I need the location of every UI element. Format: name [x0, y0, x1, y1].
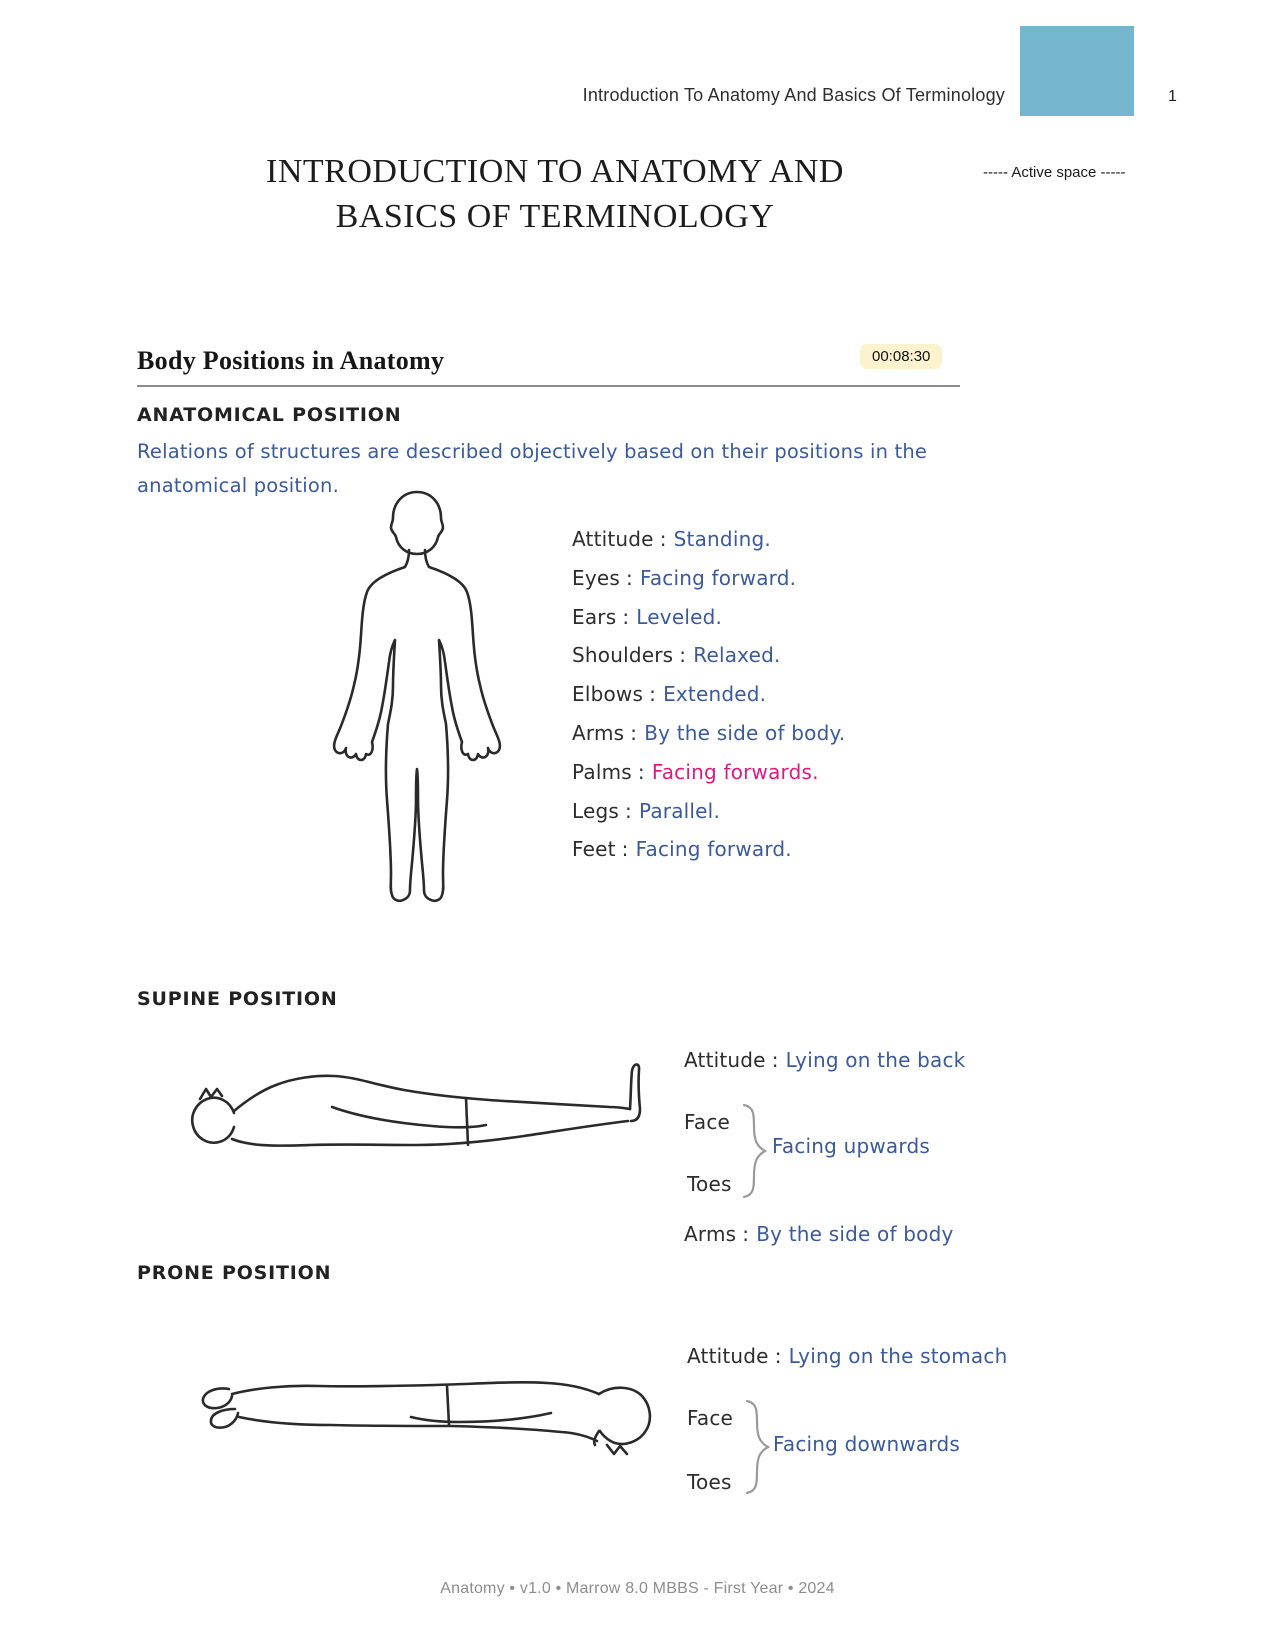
attitude-value: Lying on the back	[785, 1048, 966, 1072]
chapter-title	[140, 150, 970, 240]
supine-arms-row	[684, 1222, 954, 1246]
colon-separator: :	[649, 682, 657, 707]
attribute-value: Facing forward.	[639, 565, 797, 590]
supine-body-illustration	[180, 1048, 660, 1175]
standing-body-illustration	[328, 487, 506, 909]
attribute-label: Ears	[572, 604, 617, 629]
colon-separator: :	[771, 1048, 779, 1072]
chapter-title-line2: BASICS OF TERMINOLOGY	[335, 197, 775, 235]
attribute-label: Feet	[572, 837, 616, 862]
supine-brace-value: Facing upwards	[772, 1134, 930, 1158]
attitude-value: Lying on the stomach	[788, 1344, 1008, 1368]
attribute-value: Leveled.	[636, 604, 723, 629]
page-footer: Anatomy • v1.0 • Marrow 8.0 MBBS - First Year • 2024	[440, 1580, 835, 1597]
colon-separator: :	[679, 643, 687, 668]
anatomical-intro	[137, 435, 947, 503]
supine-toes-label: Toes	[687, 1172, 732, 1196]
attribute-label: Shoulders	[572, 643, 674, 668]
prone-attitude-row	[687, 1344, 1007, 1368]
header-accent-box	[1020, 26, 1134, 116]
attribute-value: Facing forwards.	[651, 759, 819, 784]
attribute-label: Elbows	[572, 682, 644, 707]
running-header-title: Introduction To Anatomy And Basics Of Terminology	[582, 85, 1005, 105]
chapter-title-line1: INTRODUCTION TO ANATOMY AND	[266, 153, 844, 190]
colon-separator: :	[637, 759, 645, 784]
colon-separator: :	[625, 798, 632, 823]
video-timestamp-chip[interactable]: 00:08:30	[860, 344, 942, 369]
arms-label: Arms	[684, 1222, 737, 1246]
colon-separator: :	[774, 1344, 782, 1368]
anatomical-attribute-list	[572, 528, 845, 877]
attribute-label: Arms	[572, 720, 625, 745]
prone-body-illustration	[195, 1358, 680, 1478]
attribute-label: Eyes	[572, 565, 620, 590]
anatomical-intro-line1: Relations of structures are described objectively based on their positions in the	[137, 440, 928, 463]
anatomical-position-heading: ANATOMICAL POSITION	[137, 404, 402, 426]
attribute-row	[572, 606, 845, 628]
attribute-label: Palms	[572, 759, 632, 784]
supine-brace	[737, 1102, 767, 1200]
prone-face-label: Face	[687, 1406, 734, 1430]
colon-separator: :	[621, 837, 629, 862]
section-heading: Body Positions in Anatomy	[137, 346, 445, 375]
attribute-row	[572, 838, 845, 860]
attribute-row	[572, 644, 845, 666]
attribute-value: Standing.	[673, 527, 771, 551]
attribute-label: Legs	[572, 798, 620, 823]
active-space-note: ----- Active space -----	[983, 164, 1126, 181]
attribute-row	[572, 528, 845, 550]
attribute-value: Parallel.	[638, 798, 720, 823]
prone-position-heading: PRONE POSITION	[137, 1262, 332, 1284]
attribute-row	[572, 567, 845, 589]
attribute-row	[572, 761, 845, 783]
colon-separator: :	[659, 527, 667, 551]
attribute-row	[572, 722, 845, 744]
supine-attitude-row	[684, 1048, 965, 1072]
attribute-value: Extended.	[663, 682, 767, 707]
prone-brace-value: Facing downwards	[773, 1432, 960, 1456]
prone-brace	[740, 1398, 770, 1496]
colon-separator: :	[742, 1222, 750, 1246]
attitude-label: Attitude	[687, 1344, 769, 1368]
attitude-label: Attitude	[684, 1048, 766, 1072]
supine-face-label: Face	[684, 1110, 731, 1134]
attribute-value: Relaxed.	[693, 643, 781, 668]
anatomical-intro-line2: anatomical position.	[137, 474, 339, 497]
attribute-value: Facing forward.	[635, 837, 792, 862]
arms-value: By the side of body	[756, 1222, 954, 1246]
section-divider	[137, 385, 960, 387]
attribute-row	[572, 800, 845, 822]
page-number: 1	[1168, 88, 1177, 105]
colon-separator: :	[630, 720, 638, 745]
colon-separator: :	[626, 565, 633, 590]
prone-toes-label: Toes	[687, 1470, 732, 1494]
attribute-value: By the side of body.	[644, 720, 846, 745]
attribute-label: Attitude	[572, 527, 654, 551]
supine-position-heading: SUPINE POSITION	[137, 988, 338, 1010]
colon-separator: :	[622, 604, 630, 629]
attribute-row	[572, 683, 845, 705]
